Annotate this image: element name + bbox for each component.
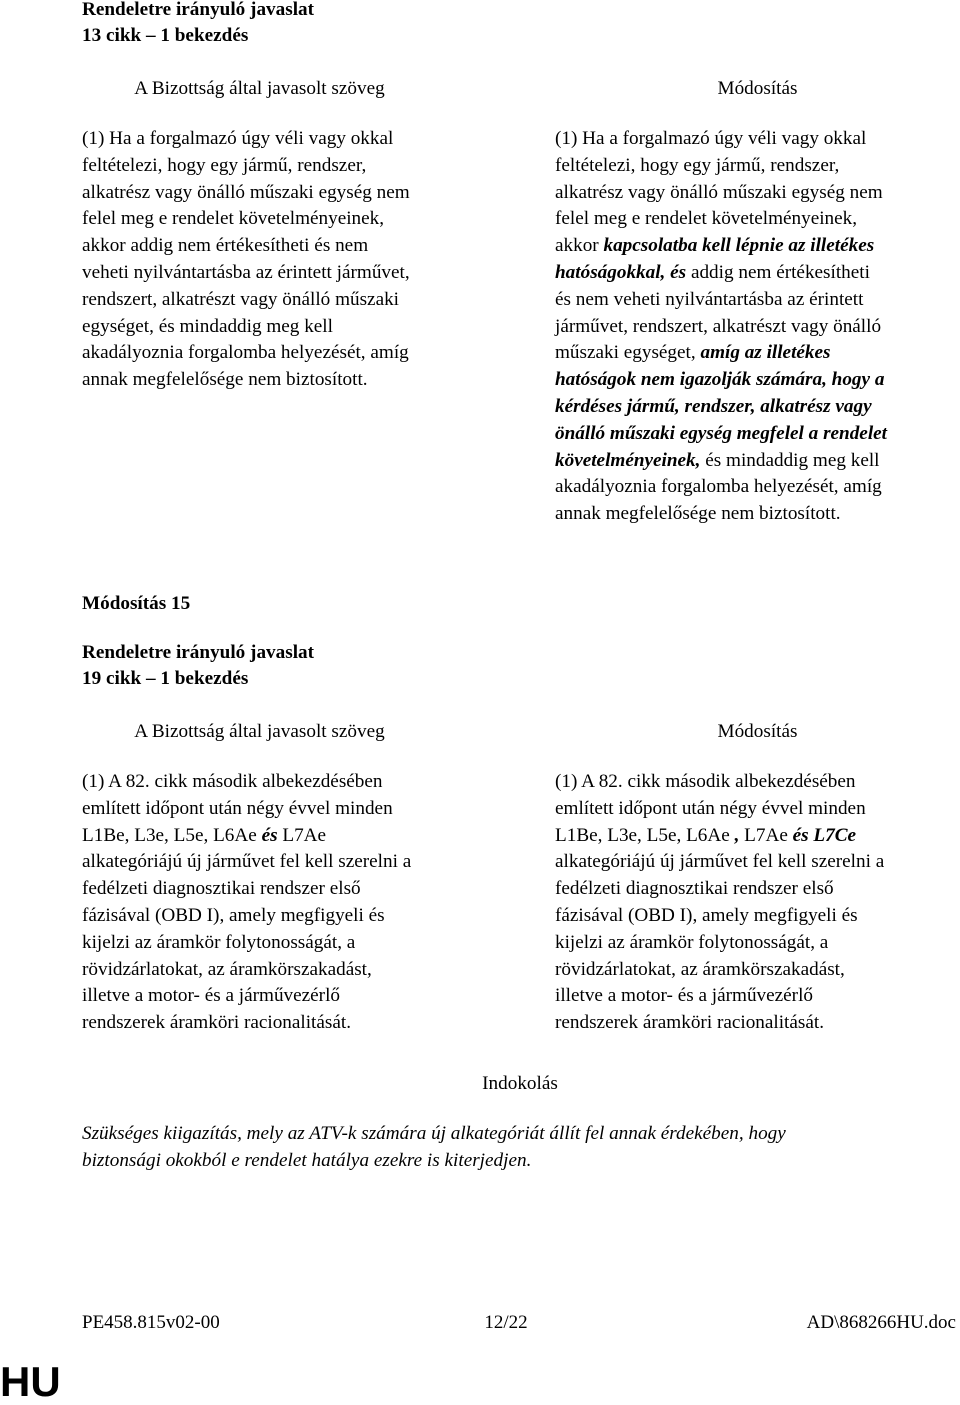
amendment-insertion: kapcsolatba kell lépnie az illetékes hatóságokkal, és bbox=[555, 235, 875, 283]
commission-text-part: (1) A 82. cikk második albekezdésében említett időpont után négy évvel minden L1Be, L3e, L5e, L6Ae bbox=[82, 771, 393, 846]
heading-article: 19 cikk – 1 bekezdés bbox=[82, 668, 249, 689]
amendment-text-part: addig nem értékesítheti és nem veheti nyilvántartásba az érintett járművet, rendszert, alkatrészt vagy önálló műszaki egységet, bbox=[555, 261, 882, 364]
footer-doc-reference: PE458.815v02-00 bbox=[82, 1312, 220, 1333]
amendment-insertion: , bbox=[734, 824, 740, 846]
amendment-text-part: (1) A 82. cikk második albekezdésében említett időpont után négy évvel minden L1Be, L3e, L5e, L6Ae bbox=[555, 771, 866, 846]
amendment-text-paragraph bbox=[555, 126, 955, 528]
amendment-number-title: Módosítás 15 bbox=[82, 593, 191, 614]
justification-header: Indokolás bbox=[482, 1073, 558, 1094]
commission-text-paragraph bbox=[82, 769, 482, 1037]
column-header-amendment: Módosítás bbox=[717, 78, 798, 99]
column-header-commission-text: A Bizottság által javasolt szöveg bbox=[134, 721, 385, 742]
heading-article: 13 cikk – 1 bekezdés bbox=[82, 25, 249, 46]
column-header-amendment: Módosítás bbox=[717, 721, 798, 742]
amendment-text-paragraph bbox=[555, 769, 955, 1037]
commission-emphasis: és bbox=[261, 824, 278, 846]
language-code: HU bbox=[0, 1358, 61, 1405]
commission-text-paragraph: (1) Ha a forgalmazó úgy véli vagy okkal feltételezi, hogy egy jármű, rendszer, alkatrész vagy önálló műszaki egység nem felel meg e rendelet követelményeinek, akkor addig nem értékesítheti és nem veheti nyilvántartásba az érintett járművet, rendszert, alkatrészt vagy önálló műszaki egységet, és mindaddig meg kell akadályoznia forgalomba helyezését, amíg annak megfelelősége nem biztosított. bbox=[82, 128, 410, 391]
heading-proposal: Rendeletre irányuló javaslat bbox=[82, 0, 315, 20]
amendment-insertion: és L7Ce bbox=[792, 824, 857, 846]
heading-proposal: Rendeletre irányuló javaslat bbox=[82, 642, 315, 663]
footer-file-name: AD\868266HU.doc bbox=[806, 1312, 956, 1333]
amendment-text-part: L7Ae bbox=[739, 824, 793, 846]
column-header-commission-text: A Bizottság által javasolt szöveg bbox=[134, 78, 385, 99]
footer-page-number: 12/22 bbox=[484, 1312, 528, 1333]
amendment-text-part: és mindaddig meg kell akadályoznia forgalomba helyezését, amíg annak megfelelősége nem biztosított. bbox=[555, 449, 882, 525]
amendment-text-part: (1) Ha a forgalmazó úgy véli vagy okkal feltételezi, hogy egy jármű, rendszer, alkatrész vagy önálló műszaki egység nem felel meg e rendelet követelményeinek, akkor bbox=[555, 128, 883, 257]
amendment-insertion: amíg az illetékes hatóságok nem igazolják számára, hogy a kérdéses jármű, rendszer, alkatrész vagy önálló műszaki egység megfelel a rendelet követelményeinek, bbox=[555, 342, 888, 471]
justification-text: Szükséges kiigazítás, mely az ATV-k számára új alkategóriát állít fel annak érdekében, hogy biztonsági okokból e rendelet hatálya ezekre is kiterjedjen. bbox=[82, 1123, 786, 1171]
commission-text-part: L7Ae alkategóriájú új járművet fel kell szerelni a fedélzeti diagnosztikai rendszer első fázisával (OBD I), amely megfigyeli és kijelzi az áramkör folytonosságát, a rövidzárlatokat, az áramkörszakadást, illetve a motor- és a járművezérlő rendszerek áramköri racionalitását. bbox=[82, 824, 412, 1034]
amendment-text-part: alkategóriájú új járművet fel kell szerelni a fedélzeti diagnosztikai rendszer első fázisával (OBD I), amely megfigyeli és kijelzi az áramkör folytonosságát, a rövidzárlatokat, az áramkörszakadást, illetve a motor- és a járművezérlő rendszerek áramköri racionalitását. bbox=[555, 851, 885, 1034]
